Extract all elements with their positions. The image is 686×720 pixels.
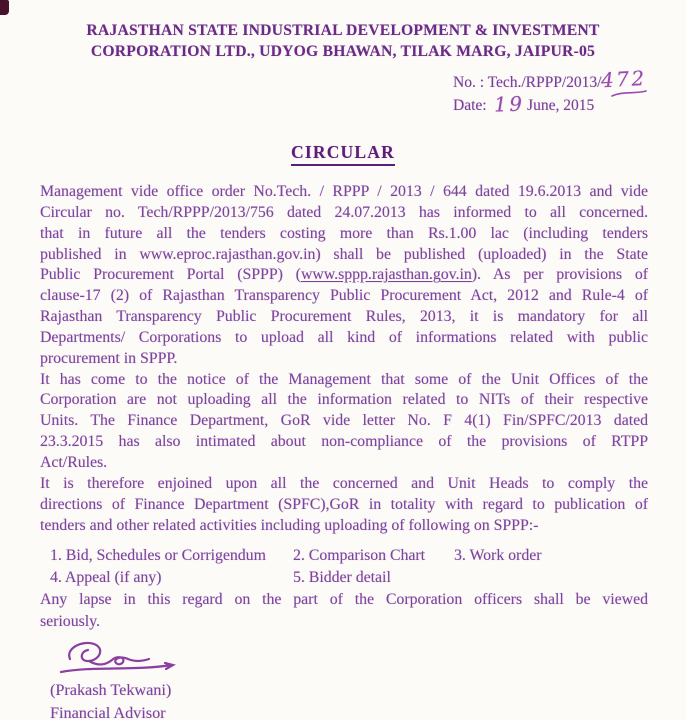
date-label: Date: <box>453 97 487 114</box>
paragraph-line: that in future all the tenders costing more than Rs.1.00 lac (including tenders <box>40 224 648 242</box>
handwriting-flourish <box>611 89 647 98</box>
paragraph-line: Rajasthan Transparency Public Procurement Rules, 2013, it is mandatory for all <box>40 308 648 326</box>
paragraph-line: 23.3.2015 has also intimated about non-compliance of the provisions of RTPP <box>40 433 648 451</box>
paragraph-line: seriously. <box>40 612 100 630</box>
circular-heading-row <box>0 142 686 166</box>
upload-items-list <box>50 545 648 588</box>
date-month-year: June, 2015 <box>527 97 595 114</box>
body-paragraph <box>40 182 648 370</box>
signatory-title: Financial Advisor <box>50 704 166 720</box>
org-name-line1: RAJASTHAN STATE INDUSTRIAL DEVELOPMENT & INVESTMENT <box>86 22 600 39</box>
upload-list-item: 3. Work order <box>454 547 542 565</box>
upload-list-item: 4. Appeal (if any) <box>50 568 162 586</box>
date-day-handwritten: 19 <box>493 91 525 117</box>
portal-url-underlined: www.sppp.rajasthan.gov.in <box>300 266 472 284</box>
paragraph-line: Circular no. Tech/RPPP/2013/756 dated 24.07.2013 has informed to all concerned. <box>40 203 648 221</box>
signature-squiggle <box>54 639 204 679</box>
paragraph-line: Corporation are not uploading all the information related to NITs of their respective <box>40 391 648 409</box>
reference-block <box>453 65 686 117</box>
reference-number-handwritten: 472 <box>600 65 648 93</box>
reference-number-line <box>453 65 686 93</box>
paragraph-line: clause-17 (2) of Rajasthan Transparency Public Procurement Act, 2012 and Rule-4 of <box>40 287 648 305</box>
organization-header <box>0 0 686 62</box>
paragraph-line: procurement in SPPP. <box>40 349 178 367</box>
paragraph-line: directions of Finance Department (SPFC),GoR in totality with regard to publication of <box>40 495 648 513</box>
signature-block <box>50 639 686 720</box>
paragraph-line: It is therefore enjoined upon all the concerned and Unit Heads to comply the <box>40 474 648 492</box>
text-segment: Public Procurement Portal (SPPP) ( <box>40 266 301 284</box>
body-paragraphs <box>40 182 648 536</box>
signatory-name: (Prakash Tekwani) <box>50 681 172 700</box>
paragraph-line: Act/Rules. <box>40 453 108 471</box>
paragraph-line: Management vide office order No.Tech. / RPPP / 2013 / 644 dated 19.6.2013 and vide <box>40 183 648 200</box>
paragraph-line: published in www.eproc.rajasthan.gov.in) shall be published (uploaded) in the State <box>40 245 648 263</box>
upload-list-item: 5. Bidder detail <box>293 568 391 586</box>
body-paragraph <box>40 474 648 537</box>
paragraph-line: Any lapse in this regard on the part of the Corporation officers shall be viewed <box>40 591 648 609</box>
paragraph-line: Departments/ Corporations to upload all kind of informations related with public <box>40 328 648 346</box>
date-line <box>453 93 686 116</box>
paragraph-line: It has come to the notice of the Management that some of the Unit Offices of the <box>40 370 648 388</box>
paragraph-line: Units. The Finance Department, GoR vide letter No. F 4(1) Fin/SPFC/2013 dated <box>40 412 648 430</box>
upload-list-item: 2. Comparison Chart <box>293 547 426 565</box>
reference-number-prefix: No. : Tech./RPPP/2013/ <box>453 74 602 91</box>
circular-heading: CIRCULAR <box>291 142 395 166</box>
body-paragraph <box>40 370 648 474</box>
paragraph-line <box>40 265 648 286</box>
text-segment: ). As per provisions of <box>471 266 648 284</box>
closing-paragraph <box>40 589 648 632</box>
paragraph-line: tenders and other related activities including uploading of following on SPPP:- <box>40 516 539 534</box>
scan-corner-artifact <box>0 0 9 15</box>
reference-number-handwritten-wrap <box>600 65 648 93</box>
upload-items-section <box>40 545 648 632</box>
upload-list-empty-cell <box>454 567 648 589</box>
upload-list-item: 1. Bid, Schedules or Corrigendum <box>50 547 266 565</box>
org-name-line2: CORPORATION LTD., UDYOG BHAWAN, TILAK MARG, JAIPUR-05 <box>90 43 596 60</box>
